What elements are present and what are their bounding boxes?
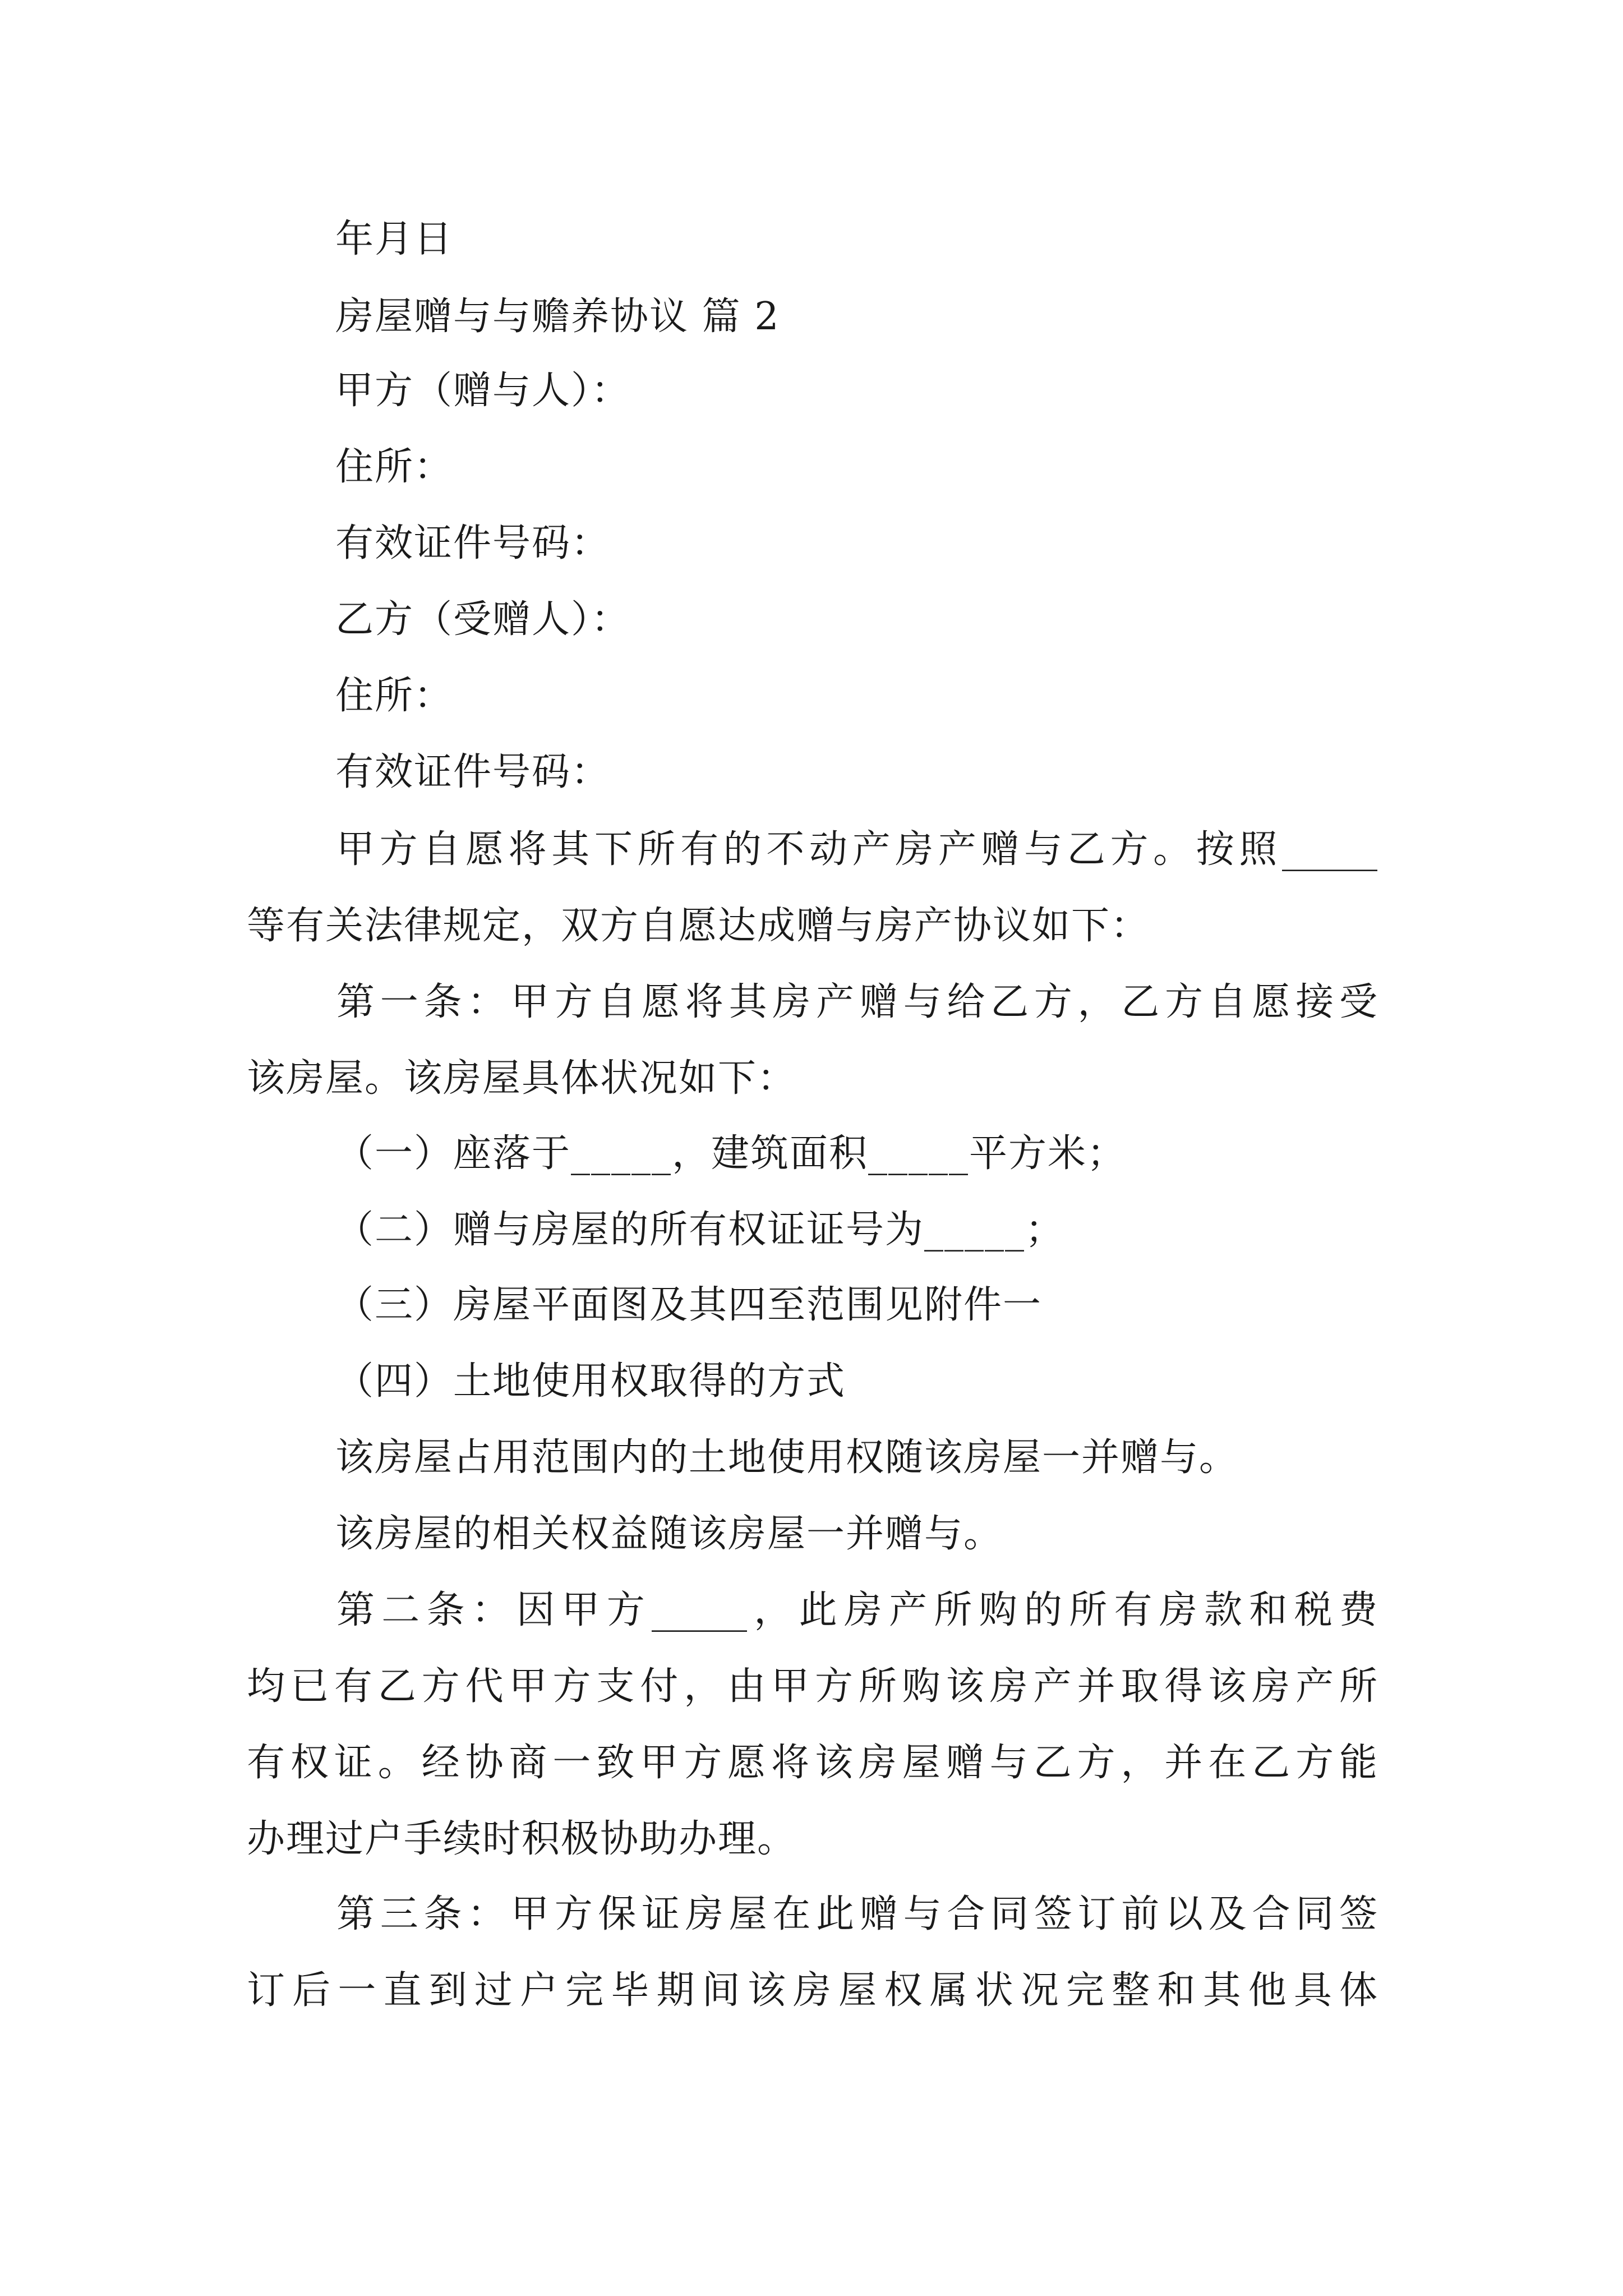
land-use-paragraph: 该房屋占用范围内的土地使用权随该房屋一并赠与。 (335, 1435, 1239, 1480)
party-a-address-label: 住所： (335, 445, 454, 489)
article-2-line-4: 办理过户手续时积极协助办理。 (247, 1817, 797, 1861)
party-a-id-label: 有效证件号码： (335, 521, 611, 565)
section-heading: 房屋赠与与赡养协议 篇 2 (335, 295, 780, 339)
intro-paragraph-line-1: 甲方自愿将其下所有的不动产房产赠与乙方。按照_____ (336, 827, 1377, 872)
item-4: （四）土地使用权取得的方式 (335, 1359, 846, 1404)
rights-paragraph: 该房屋的相关权益随该房屋一并赠与。 (335, 1512, 1003, 1556)
intro-paragraph-line-2: 等有关法律规定，双方自愿达成赠与房产协议如下： (247, 904, 1150, 948)
article-3-line-2: 订后一直到过户完毕期间该房屋权属状况完整和其他具体 (247, 1968, 1377, 2013)
article-1-line-2: 该房屋。该房屋具体状况如下： (247, 1056, 797, 1101)
party-b-label: 乙方（受赠人）： (335, 597, 631, 642)
item-2: （二）赠与房屋的所有权证证号为_____； (335, 1208, 1065, 1252)
article-2-line-2: 均已有乙方代甲方支付，由甲方所购该房产并取得该房产所 (247, 1664, 1377, 1709)
party-b-address-label: 住所： (335, 674, 454, 718)
article-2-line-3: 有权证。经协商一致甲方愿将该房屋赠与乙方，并在乙方能 (247, 1741, 1377, 1785)
article-2-line-1: 第二条：因甲方_____，此房产所购的所有房款和税费 (336, 1588, 1377, 1632)
item-3: （三）房屋平面图及其四至范围见附件一 (335, 1283, 1043, 1327)
item-1: （一）座落于_____，建筑面积_____平方米； (335, 1131, 1127, 1176)
party-b-id-label: 有效证件号码： (335, 750, 611, 794)
article-3-line-1: 第三条：甲方保证房屋在此赠与合同签订前以及合同签 (336, 1892, 1377, 1936)
date-line: 年月日 (335, 217, 454, 261)
article-1-line-1: 第一条：甲方自愿将其房产赠与给乙方，乙方自愿接受 (336, 980, 1377, 1024)
party-a-label: 甲方（赠与人）： (335, 369, 631, 413)
